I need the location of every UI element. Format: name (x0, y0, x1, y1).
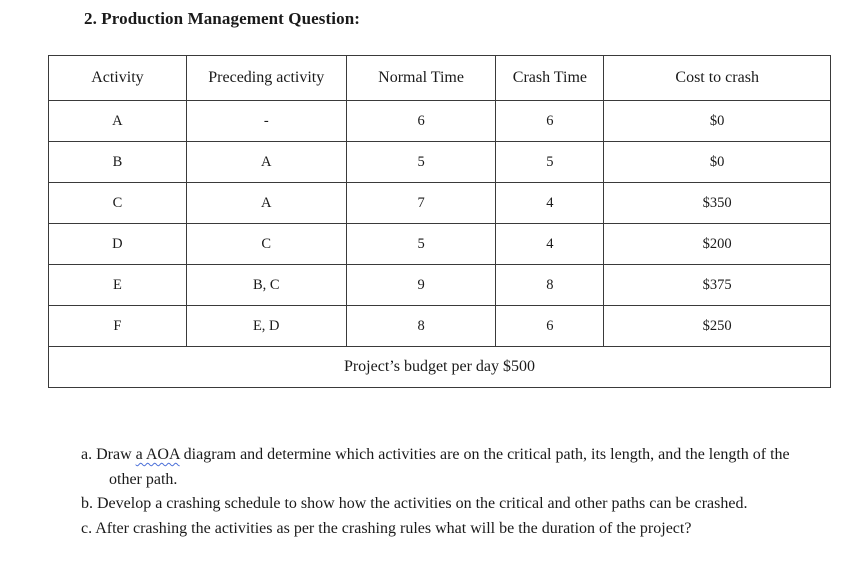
cell-normal-time: 6 (346, 101, 496, 142)
cell-activity: F (49, 306, 187, 347)
cell-crash-time: 6 (496, 101, 604, 142)
header-normal-time: Normal Time (346, 56, 496, 101)
table-row (49, 142, 831, 183)
table-row (49, 183, 831, 224)
budget-note: Project’s budget per day $500 (49, 347, 831, 388)
cell-normal-time: 9 (346, 265, 496, 306)
header-crash-time: Crash Time (496, 56, 604, 101)
cell-crash-time: 5 (496, 142, 604, 183)
question-b: b. Develop a crashing schedule to show how the activities on the critical and other paths can be crashed. (81, 495, 748, 512)
budget-row (49, 347, 831, 388)
cell-crash-time: 4 (496, 183, 604, 224)
questions (81, 443, 821, 541)
cell-normal-time: 8 (346, 306, 496, 347)
header-activity: Activity (49, 56, 187, 101)
cell-cost: $200 (604, 224, 831, 265)
cell-activity: E (49, 265, 187, 306)
document-title: 2. Production Management Question: (84, 9, 361, 28)
header-cost-to-crash: Cost to crash (604, 56, 831, 101)
question-a-prefix: a. Draw (81, 446, 136, 463)
cell-cost: $250 (604, 306, 831, 347)
header-preceding-activity: Preceding activity (186, 56, 346, 101)
cell-preceding: C (186, 224, 346, 265)
cell-preceding: B, C (186, 265, 346, 306)
question-a-text: diagram and determine which activities are on the critical path, its length, and the length of the other path. (109, 446, 790, 488)
spellcheck-underline: a AOA (135, 446, 180, 463)
cell-normal-time: 5 (346, 224, 496, 265)
cell-preceding: E, D (186, 306, 346, 347)
cell-crash-time: 8 (496, 265, 604, 306)
cell-preceding: A (186, 183, 346, 224)
cell-cost: $0 (604, 101, 831, 142)
cell-activity: C (49, 183, 187, 224)
cell-activity: B (49, 142, 187, 183)
cell-cost: $350 (604, 183, 831, 224)
table-row (49, 306, 831, 347)
table-row (49, 265, 831, 306)
cell-cost: $0 (604, 142, 831, 183)
cell-normal-time: 5 (346, 142, 496, 183)
table-header-row (49, 56, 831, 101)
cell-preceding: A (186, 142, 346, 183)
cell-crash-time: 6 (496, 306, 604, 347)
table-row (49, 101, 831, 142)
cell-activity: A (49, 101, 187, 142)
cell-activity: D (49, 224, 187, 265)
cell-preceding: - (186, 101, 346, 142)
table-row (49, 224, 831, 265)
question-c: c. After crashing the activities as per the crashing rules what will be the duration of the project? (81, 519, 692, 537)
cell-normal-time: 7 (346, 183, 496, 224)
activity-table (48, 55, 831, 388)
cell-cost: $375 (604, 265, 831, 306)
cell-crash-time: 4 (496, 224, 604, 265)
question-a (81, 443, 821, 492)
